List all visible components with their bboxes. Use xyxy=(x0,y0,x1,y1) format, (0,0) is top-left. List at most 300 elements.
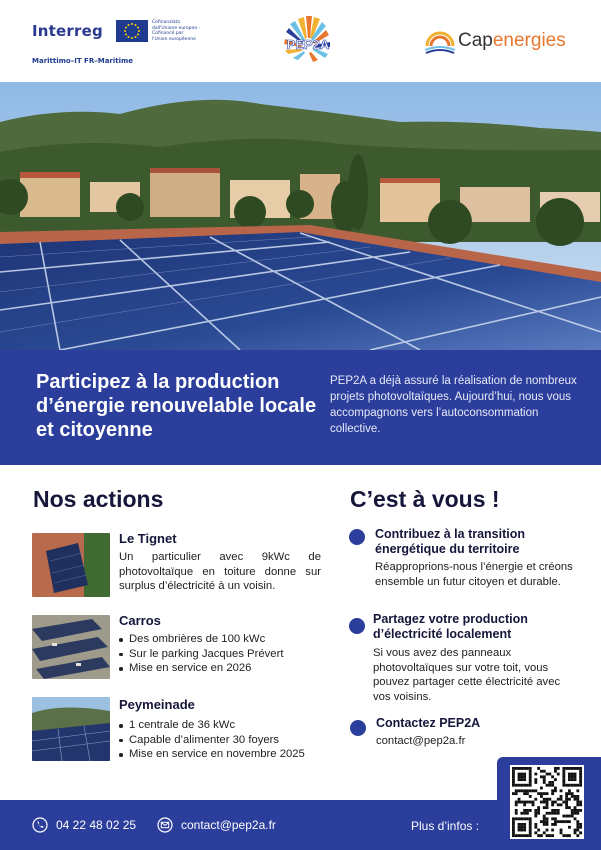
qr-module xyxy=(579,823,582,826)
qr-module xyxy=(576,812,579,815)
qr-module xyxy=(565,815,568,818)
pep2a-logo xyxy=(276,14,340,64)
qr-module xyxy=(520,789,523,792)
qr-module xyxy=(540,795,543,798)
qr-module xyxy=(534,773,537,776)
qr-module xyxy=(523,784,526,787)
more-info-label: Plus d’infos : xyxy=(411,819,480,833)
qr-module xyxy=(546,773,549,776)
qr-module xyxy=(565,784,568,787)
qr-module xyxy=(512,829,515,832)
qr-module xyxy=(534,812,537,815)
qr-module xyxy=(520,817,523,820)
qr-module xyxy=(568,778,571,781)
eu-flag-icon xyxy=(116,20,148,42)
eu-cofunded-text: Cofinanziato dall'Unione europea · Cofinancé par l'Union européenne xyxy=(152,20,200,42)
qr-module xyxy=(546,817,549,820)
qr-module xyxy=(529,834,532,837)
qr-module xyxy=(534,809,537,812)
qr-module xyxy=(574,778,577,781)
action-bullet: Mise en service en 2026 xyxy=(129,661,349,676)
qr-module xyxy=(551,812,554,815)
qr-module xyxy=(543,778,546,781)
qr-module xyxy=(534,826,537,829)
qr-module xyxy=(551,817,554,820)
qr-module xyxy=(571,773,574,776)
qr-module xyxy=(565,803,568,806)
qr-module xyxy=(523,809,526,812)
qr-module xyxy=(568,815,571,818)
qr-module xyxy=(520,773,523,776)
thumb-peymeinade xyxy=(32,697,110,761)
qr-module xyxy=(523,817,526,820)
qr-module xyxy=(568,784,571,787)
qr-module xyxy=(532,803,535,806)
qr-module xyxy=(562,781,565,784)
qr-module xyxy=(579,781,582,784)
qr-module xyxy=(526,817,529,820)
cta-title: Contactez PEP2A xyxy=(376,716,481,730)
qr-module xyxy=(526,789,529,792)
qr-module xyxy=(548,834,551,837)
qr-module xyxy=(557,767,560,770)
qr-module xyxy=(562,801,565,804)
qr-module xyxy=(546,820,549,823)
qr-module xyxy=(568,834,571,837)
qr-module xyxy=(526,767,529,770)
qr-module xyxy=(526,809,529,812)
banner-text: PEP2A a déjà assuré la réalisation de nombreux projets photovoltaïques. Aujourd’hui, nous vous accompagnons vers l’autoconsommation collective. xyxy=(330,375,577,435)
qr-module xyxy=(534,781,537,784)
cta-title: Partagez votre production d’électricité localement xyxy=(373,612,528,641)
qr-module xyxy=(520,834,523,837)
qr-module xyxy=(526,834,529,837)
qr-module xyxy=(557,803,560,806)
qr-module xyxy=(574,829,577,832)
qr-module xyxy=(576,789,579,792)
qr-module xyxy=(523,823,526,826)
action-body: Un particulier avec 9kWc de photovoltaïque en toiture donne sur surplus d’électricité à un voisin. xyxy=(119,551,321,592)
qr-module xyxy=(520,826,523,829)
qr-module xyxy=(574,795,577,798)
qr-module xyxy=(554,812,557,815)
qr-module xyxy=(543,831,546,834)
qr-module xyxy=(546,806,549,809)
qr-module xyxy=(543,823,546,826)
qr-module xyxy=(562,820,565,823)
qr-module xyxy=(515,803,518,806)
qr-module xyxy=(568,773,571,776)
qr-module xyxy=(554,789,557,792)
qr-module xyxy=(529,789,532,792)
qr-module xyxy=(518,823,521,826)
qr-module xyxy=(551,834,554,837)
qr-module xyxy=(568,820,571,823)
qr-module xyxy=(562,834,565,837)
qr-module xyxy=(520,775,523,778)
qr-module xyxy=(565,806,568,809)
bullet-dot-icon xyxy=(349,618,365,634)
qr-module xyxy=(534,823,537,826)
qr-module xyxy=(518,775,521,778)
qr-module xyxy=(543,792,546,795)
banner-title: Participez à la production d’énergie renouvelable locale et citoyenne xyxy=(36,371,317,441)
action-bullet: Mise en service en novembre 2025 xyxy=(129,747,359,762)
qr-module xyxy=(540,775,543,778)
svg-text:PEP2A: PEP2A xyxy=(286,37,330,52)
qr-module xyxy=(576,795,579,798)
qr-module xyxy=(534,831,537,834)
qr-module xyxy=(523,829,526,832)
qr-module xyxy=(543,820,546,823)
qr-module xyxy=(557,809,560,812)
qr-module xyxy=(548,784,551,787)
qr-module xyxy=(520,801,523,804)
qr-module xyxy=(540,820,543,823)
qr-module xyxy=(529,778,532,781)
qr-module xyxy=(546,798,549,801)
qr-module xyxy=(523,773,526,776)
qr-module xyxy=(526,812,529,815)
cta-heading: C’est à vous ! xyxy=(350,486,500,512)
qr-module xyxy=(529,809,532,812)
qr-module xyxy=(520,829,523,832)
qr-module xyxy=(554,767,557,770)
qr-module xyxy=(543,817,546,820)
qr-module xyxy=(551,775,554,778)
qr-module xyxy=(565,820,568,823)
interreg-logo-word: Interreg xyxy=(32,22,103,40)
qr-module xyxy=(576,784,579,787)
qr-module xyxy=(540,801,543,804)
qr-module xyxy=(540,834,543,837)
cta-title: Contribuez à la transition énergétique du territoire xyxy=(375,527,526,556)
qr-module xyxy=(512,817,515,820)
cta-body: Réapproprions-nous l’énergie et créons ensemble un futur citoyen et durable. xyxy=(375,561,573,588)
qr-module xyxy=(512,770,515,773)
qr-module xyxy=(515,817,518,820)
qr-module xyxy=(534,778,537,781)
action-bullet: Sur le parking Jacques Prévert xyxy=(129,647,349,662)
qr-module xyxy=(540,787,543,790)
qr-module xyxy=(526,792,529,795)
qr-module xyxy=(546,812,549,815)
qr-module xyxy=(515,784,518,787)
qr-module xyxy=(512,773,515,776)
qr-module xyxy=(548,812,551,815)
qr-module xyxy=(537,829,540,832)
qr-module xyxy=(551,801,554,804)
qr-module xyxy=(543,770,546,773)
qr-module xyxy=(574,798,577,801)
qr-module xyxy=(562,784,565,787)
qr-module xyxy=(551,803,554,806)
qr-module xyxy=(546,834,549,837)
qr-module xyxy=(537,809,540,812)
qr-module xyxy=(529,831,532,834)
qr-module xyxy=(571,812,574,815)
qr-module xyxy=(551,829,554,832)
thumb-le-tignet xyxy=(32,533,110,597)
qr-module xyxy=(518,829,521,832)
qr-module xyxy=(579,778,582,781)
qr-module xyxy=(543,781,546,784)
qr-module xyxy=(576,826,579,829)
actions-heading: Nos actions xyxy=(33,486,164,512)
qr-module xyxy=(518,798,521,801)
qr-module xyxy=(560,803,563,806)
qr-module xyxy=(554,817,557,820)
qr-module xyxy=(537,806,540,809)
qr-module xyxy=(579,831,582,834)
bullet-dot-icon xyxy=(350,720,366,736)
qr-module xyxy=(529,784,532,787)
qr-module xyxy=(571,792,574,795)
qr-module xyxy=(520,823,523,826)
qr-module xyxy=(518,834,521,837)
qr-module xyxy=(512,820,515,823)
qr-module xyxy=(512,826,515,829)
qr-module xyxy=(532,801,535,804)
qr-module xyxy=(579,801,582,804)
qr-module xyxy=(560,789,563,792)
qr-module xyxy=(557,773,560,776)
footer-email[interactable]: contact@pep2a.fr xyxy=(181,818,276,832)
qr-module xyxy=(568,826,571,829)
action-bullet: 1 centrale de 36 kWc xyxy=(129,718,359,733)
qr-module xyxy=(529,770,532,773)
qr-module xyxy=(523,767,526,770)
qr-module xyxy=(543,801,546,804)
action-title: Le Tignet xyxy=(119,531,177,546)
qr-module xyxy=(546,784,549,787)
qr-module xyxy=(515,812,518,815)
qr-module xyxy=(565,798,568,801)
qr-module xyxy=(571,767,574,770)
qr-module xyxy=(515,792,518,795)
qr-module xyxy=(529,829,532,832)
phone-icon xyxy=(32,817,48,837)
qr-module xyxy=(529,795,532,798)
qr-module xyxy=(518,767,521,770)
action-bullet: Des ombrières de 100 kWc xyxy=(129,632,349,647)
bullet-dot-icon xyxy=(349,529,365,545)
qr-module xyxy=(554,801,557,804)
qr-module xyxy=(579,775,582,778)
qr-module xyxy=(562,767,565,770)
qr-module xyxy=(557,798,560,801)
qr-module xyxy=(520,767,523,770)
qr-module xyxy=(574,767,577,770)
qr-module xyxy=(529,826,532,829)
qr-module xyxy=(576,767,579,770)
qr-module xyxy=(551,792,554,795)
qr-module xyxy=(571,809,574,812)
qr-module xyxy=(565,792,568,795)
qr-module xyxy=(526,801,529,804)
qr-module xyxy=(520,778,523,781)
qr-module xyxy=(523,775,526,778)
qr-module xyxy=(576,820,579,823)
qr-module xyxy=(534,798,537,801)
qr-module xyxy=(537,792,540,795)
qr-module xyxy=(518,826,521,829)
qr-module xyxy=(534,789,537,792)
qr-module xyxy=(518,784,521,787)
qr-module xyxy=(576,829,579,832)
qr-module xyxy=(512,767,515,770)
qr-module xyxy=(523,789,526,792)
qr-module xyxy=(576,798,579,801)
qr-module xyxy=(579,809,582,812)
qr-module xyxy=(554,809,557,812)
qr-module xyxy=(512,823,515,826)
hero-photo-solar-roof xyxy=(0,82,601,350)
qr-module xyxy=(546,803,549,806)
qr-module xyxy=(546,792,549,795)
qr-module xyxy=(565,834,568,837)
qr-module xyxy=(529,820,532,823)
qr-module xyxy=(512,778,515,781)
qr-module xyxy=(560,795,563,798)
qr-module xyxy=(529,823,532,826)
qr-module xyxy=(537,834,540,837)
qr-module xyxy=(518,778,521,781)
qr-module xyxy=(523,803,526,806)
qr-module xyxy=(551,789,554,792)
qr-module xyxy=(551,781,554,784)
qr-module xyxy=(540,792,543,795)
qr-module xyxy=(548,773,551,776)
qr-module xyxy=(518,773,521,776)
qr-module xyxy=(515,767,518,770)
qr-module xyxy=(529,801,532,804)
qr-module xyxy=(574,817,577,820)
qr-module xyxy=(515,809,518,812)
qr-module xyxy=(574,775,577,778)
qr-module xyxy=(571,795,574,798)
qr-module xyxy=(568,806,571,809)
qr-module xyxy=(537,767,540,770)
qr-module xyxy=(576,803,579,806)
qr-module xyxy=(546,829,549,832)
qr-module xyxy=(576,834,579,837)
mail-icon xyxy=(157,817,173,837)
interreg-subtitle: Marittimo–IT FR–Maritime xyxy=(32,57,134,65)
qr-module xyxy=(554,823,557,826)
qr-module xyxy=(568,789,571,792)
qr-module xyxy=(526,784,529,787)
qr-module xyxy=(529,781,532,784)
qr-module xyxy=(579,803,582,806)
qr-module xyxy=(571,775,574,778)
qr-module xyxy=(579,767,582,770)
qr-module xyxy=(560,798,563,801)
qr-module xyxy=(546,823,549,826)
qr-module xyxy=(518,801,521,804)
qr-module xyxy=(543,806,546,809)
qr-module xyxy=(523,792,526,795)
qr-module xyxy=(574,806,577,809)
action-bullets xyxy=(119,718,359,762)
qr-module xyxy=(512,834,515,837)
qr-module xyxy=(557,820,560,823)
qr-module xyxy=(515,789,518,792)
action-title: Carros xyxy=(119,613,161,628)
qr-module xyxy=(574,773,577,776)
qr-module xyxy=(562,775,565,778)
qr-module xyxy=(565,801,568,804)
qr-module xyxy=(546,801,549,804)
qr-module xyxy=(568,792,571,795)
qr-module xyxy=(562,815,565,818)
qr-module xyxy=(548,781,551,784)
qr-module xyxy=(565,767,568,770)
qr-module xyxy=(537,812,540,815)
qr-module xyxy=(574,831,577,834)
qr-module xyxy=(554,778,557,781)
qr-module xyxy=(579,773,582,776)
qr-module xyxy=(576,809,579,812)
qr-module xyxy=(515,801,518,804)
qr-module xyxy=(518,817,521,820)
qr-module xyxy=(576,801,579,804)
qr-module xyxy=(568,767,571,770)
qr-module xyxy=(523,812,526,815)
qr-module xyxy=(562,770,565,773)
qr-module xyxy=(515,834,518,837)
qr-module xyxy=(523,834,526,837)
contact-email-link[interactable]: contact@pep2a.fr xyxy=(376,735,466,747)
qr-module xyxy=(532,789,535,792)
qr-module xyxy=(540,770,543,773)
qr-module xyxy=(565,795,568,798)
qr-module xyxy=(551,823,554,826)
qr-code[interactable] xyxy=(510,765,584,839)
qr-module xyxy=(523,778,526,781)
qr-module xyxy=(574,812,577,815)
cta-body: Si vous avez des panneaux photovoltaïques sur votre toit, vous pouvez partager cette électricité avec vos voisins. xyxy=(373,647,561,703)
thumb-carros xyxy=(32,615,110,679)
qr-module xyxy=(529,767,532,770)
qr-module xyxy=(554,770,557,773)
qr-module xyxy=(523,801,526,804)
qr-module xyxy=(523,826,526,829)
qr-module xyxy=(512,831,515,834)
qr-module xyxy=(551,784,554,787)
qr-module xyxy=(518,789,521,792)
qr-module xyxy=(571,778,574,781)
qr-module xyxy=(571,784,574,787)
qr-module xyxy=(512,792,515,795)
footer-phone[interactable]: 04 22 48 02 25 xyxy=(56,818,137,832)
qr-module xyxy=(560,831,563,834)
qr-module xyxy=(554,820,557,823)
qr-module xyxy=(551,809,554,812)
qr-module xyxy=(554,787,557,790)
qr-module xyxy=(512,784,515,787)
qr-module xyxy=(529,817,532,820)
qr-module xyxy=(560,820,563,823)
qr-module xyxy=(529,773,532,776)
qr-module xyxy=(576,823,579,826)
qr-module xyxy=(562,773,565,776)
qr-module xyxy=(562,778,565,781)
qr-module xyxy=(579,826,582,829)
action-title: Peymeinade xyxy=(119,697,195,712)
qr-module xyxy=(568,798,571,801)
qr-module xyxy=(543,815,546,818)
